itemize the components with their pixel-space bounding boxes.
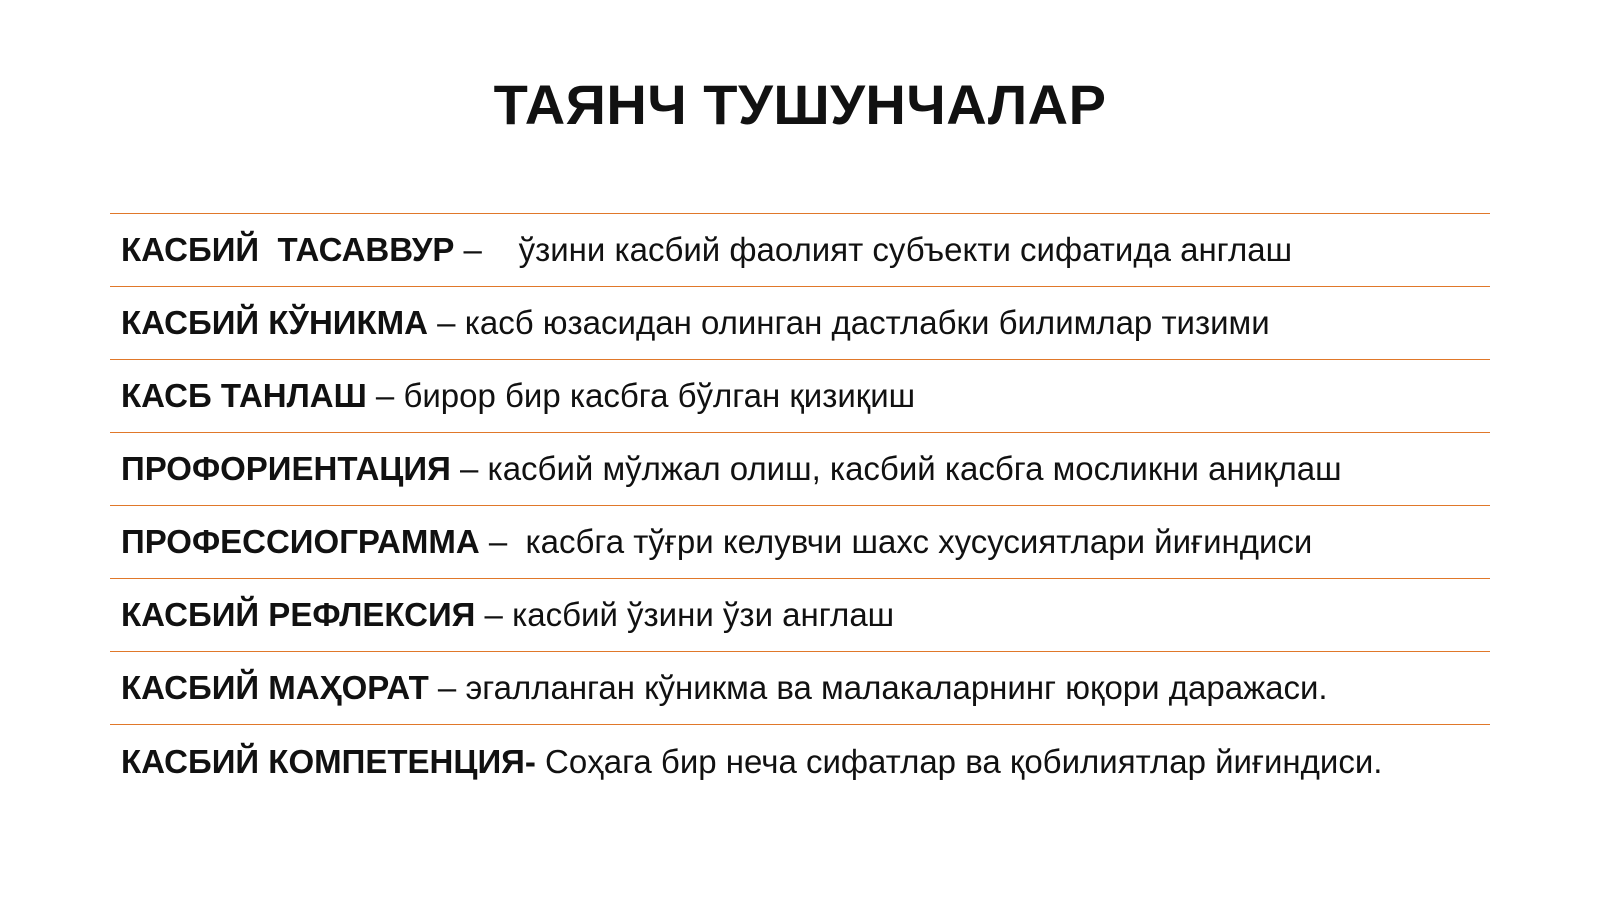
term-definition: касб юзасидан олинган дастлабки билимлар тизими [464, 304, 1270, 341]
term-label: КАСБИЙ КЎНИКМА [121, 304, 428, 341]
term-row [110, 579, 1490, 652]
term-separator [536, 743, 545, 781]
term-definition: Соҳага бир неча сифатлар ва қобилиятлар йиғиндиси. [545, 742, 1383, 780]
term-definition: касбий мўлжал олиш, касбий касбга мосликни аниқлаш [487, 450, 1342, 487]
term-row [110, 652, 1490, 725]
term-separator: – [479, 523, 526, 560]
term-definition: касбга тўғри келувчи шахс хусусиятлари йиғиндиси [525, 523, 1313, 560]
term-separator: – [454, 231, 519, 268]
term-definition: бирор бир касбга бўлган қизиқиш [403, 377, 916, 414]
term-label: ПРОФЕССИОГРАММА [121, 523, 480, 560]
term-row [110, 506, 1490, 579]
term-definition: касбий ўзини ўзи англаш [512, 596, 895, 633]
term-separator: – [366, 377, 404, 414]
term-row [110, 287, 1490, 360]
term-separator: – [428, 669, 466, 706]
term-row [110, 433, 1490, 506]
term-label: КАСБИЙ КОМПЕТЕНЦИЯ- [121, 742, 536, 780]
term-row [110, 725, 1490, 798]
slide-title: ТАЯНЧ ТУШУНЧАЛАР [493, 73, 1107, 136]
term-row [110, 214, 1490, 287]
term-label: КАСБИЙ РЕФЛЕКСИЯ [121, 596, 476, 633]
term-separator: – [475, 596, 513, 633]
term-label: ПРОФОРИЕНТАЦИЯ [121, 450, 451, 487]
term-row [110, 360, 1490, 433]
terms-list [110, 213, 1490, 798]
term-label: КАСБИЙ МАҲОРАТ [121, 669, 429, 706]
term-separator: – [428, 304, 465, 341]
term-definition: эгалланган кўникма ва малакаларнинг юқори даражаси. [465, 669, 1328, 706]
term-separator: – [450, 450, 488, 487]
term-label: КАСБ ТАНЛАШ [121, 377, 367, 414]
term-label: КАСБИЙ ТАСАВВУР [121, 231, 455, 268]
term-definition: ўзини касбий фаолият субъекти сифатида англаш [518, 231, 1293, 268]
